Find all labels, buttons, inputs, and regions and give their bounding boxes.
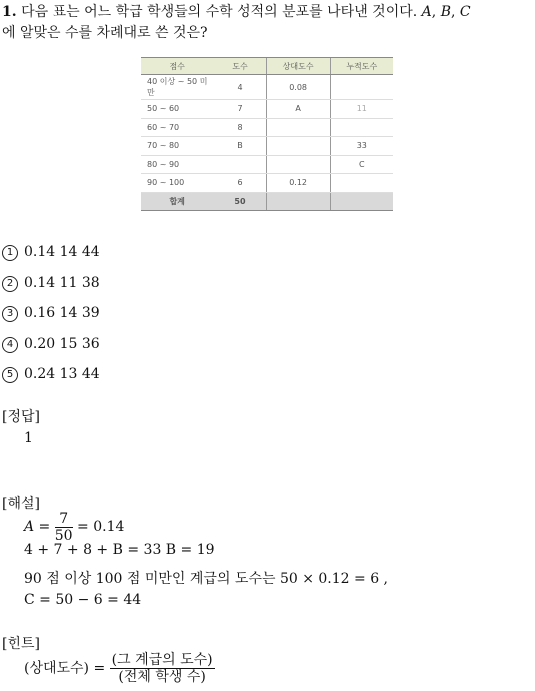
- choice-1[interactable]: [2, 242, 100, 262]
- question-number: 1.: [2, 4, 17, 20]
- choice-mark: 2: [2, 276, 18, 292]
- table-row: [141, 174, 393, 193]
- cell: B: [214, 137, 266, 156]
- answer-label: [정답]: [2, 409, 40, 425]
- var-a: A: [421, 4, 432, 20]
- cell: 60 ~ 70: [141, 118, 214, 137]
- cell: [330, 75, 393, 100]
- answer-value: 1: [24, 430, 33, 446]
- choice-3[interactable]: [2, 303, 100, 323]
- choice-mark: 1: [2, 245, 18, 261]
- cell: 0.12: [266, 174, 330, 193]
- fraction-denominator: 50: [54, 527, 73, 544]
- explanation-line-3: 90 점 이상 100 점 미만인 계급의 도수는 50 × 0.12 = 6 ,: [24, 571, 389, 587]
- choice-mark: 4: [2, 337, 18, 353]
- choice-5[interactable]: [2, 364, 100, 384]
- table-row: [141, 100, 393, 119]
- question-line-1: [2, 2, 471, 22]
- cell: 90 ~ 100: [141, 174, 214, 193]
- header-frequency: 도수: [214, 58, 266, 75]
- var-c: C: [459, 4, 471, 20]
- sep-1: ,: [431, 4, 437, 20]
- table-row: [141, 118, 393, 137]
- cell: 50: [214, 192, 266, 211]
- header-relative-frequency: 상대도수: [266, 58, 330, 75]
- explanation-line-2: 4 + 7 + 8 + B = 33 B = 19: [24, 542, 215, 558]
- hint-denominator: (전체 학생 수): [118, 669, 206, 685]
- choice-4[interactable]: [2, 334, 100, 354]
- cell: 8: [214, 118, 266, 137]
- var-b: B: [440, 4, 451, 20]
- question-line-2: 에 알맞은 수를 차례대로 쓴 것은?: [2, 25, 208, 41]
- choice-text: 0.24 13 44: [24, 366, 100, 382]
- choice-text: 0.14 11 38: [24, 275, 100, 291]
- cell: 7: [214, 100, 266, 119]
- cell: 0.08: [266, 75, 330, 100]
- choice-text: 0.14 14 44: [24, 244, 100, 260]
- choice-mark: 3: [2, 306, 18, 322]
- header-cumulative-frequency: 누적도수: [330, 58, 393, 75]
- cell: 합계: [141, 192, 214, 211]
- explanation-line-1: [24, 510, 124, 544]
- cell: [266, 192, 330, 211]
- explanation-line-4: C = 50 − 6 = 44: [24, 592, 142, 608]
- cell: 40 이상 ~ 50 미만: [141, 75, 214, 100]
- cell: 80 ~ 90: [141, 155, 214, 174]
- table-header-row: [141, 58, 393, 75]
- cell: 11: [330, 100, 393, 119]
- choice-mark: 5: [2, 367, 18, 383]
- choice-text: 0.16 14 39: [24, 305, 100, 321]
- cell: [266, 155, 330, 174]
- question-text: 다음 표는 어느 학급 학생들의 수학 성적의 분포를 나타낸 것이다.: [21, 4, 418, 20]
- cell: [330, 118, 393, 137]
- cell: 33: [330, 137, 393, 156]
- sep-2: ,: [450, 4, 456, 20]
- cell: 6: [214, 174, 266, 193]
- header-score: 점수: [141, 58, 214, 75]
- frequency-table: [141, 57, 393, 211]
- table-row: [141, 137, 393, 156]
- cell: 50 ~ 60: [141, 100, 214, 119]
- hint-label: [힌트]: [2, 636, 40, 652]
- table-row: [141, 75, 393, 100]
- table-total-row: [141, 192, 393, 211]
- fraction-numerator: 7: [55, 511, 73, 528]
- hint-fraction: [110, 652, 215, 685]
- choice-text: 0.20 15 36: [24, 336, 100, 352]
- eq-lhs: A =: [24, 519, 51, 535]
- cell: [330, 192, 393, 211]
- table-row: [141, 155, 393, 174]
- eq-rhs: = 0.14: [77, 519, 125, 535]
- choice-2[interactable]: [2, 273, 100, 293]
- cell: [266, 118, 330, 137]
- cell: [330, 174, 393, 193]
- cell: A: [266, 100, 330, 119]
- cell: [266, 137, 330, 156]
- hint-numerator: (그 계급의 도수): [111, 652, 213, 668]
- hint-formula: [24, 652, 215, 685]
- cell: C: [330, 155, 393, 174]
- cell: [214, 155, 266, 174]
- fraction: [55, 511, 73, 544]
- explanation-label: [해설]: [2, 496, 40, 512]
- hint-lhs: (상대도수) =: [24, 660, 106, 677]
- cell: 70 ~ 80: [141, 137, 214, 156]
- cell: 4: [214, 75, 266, 100]
